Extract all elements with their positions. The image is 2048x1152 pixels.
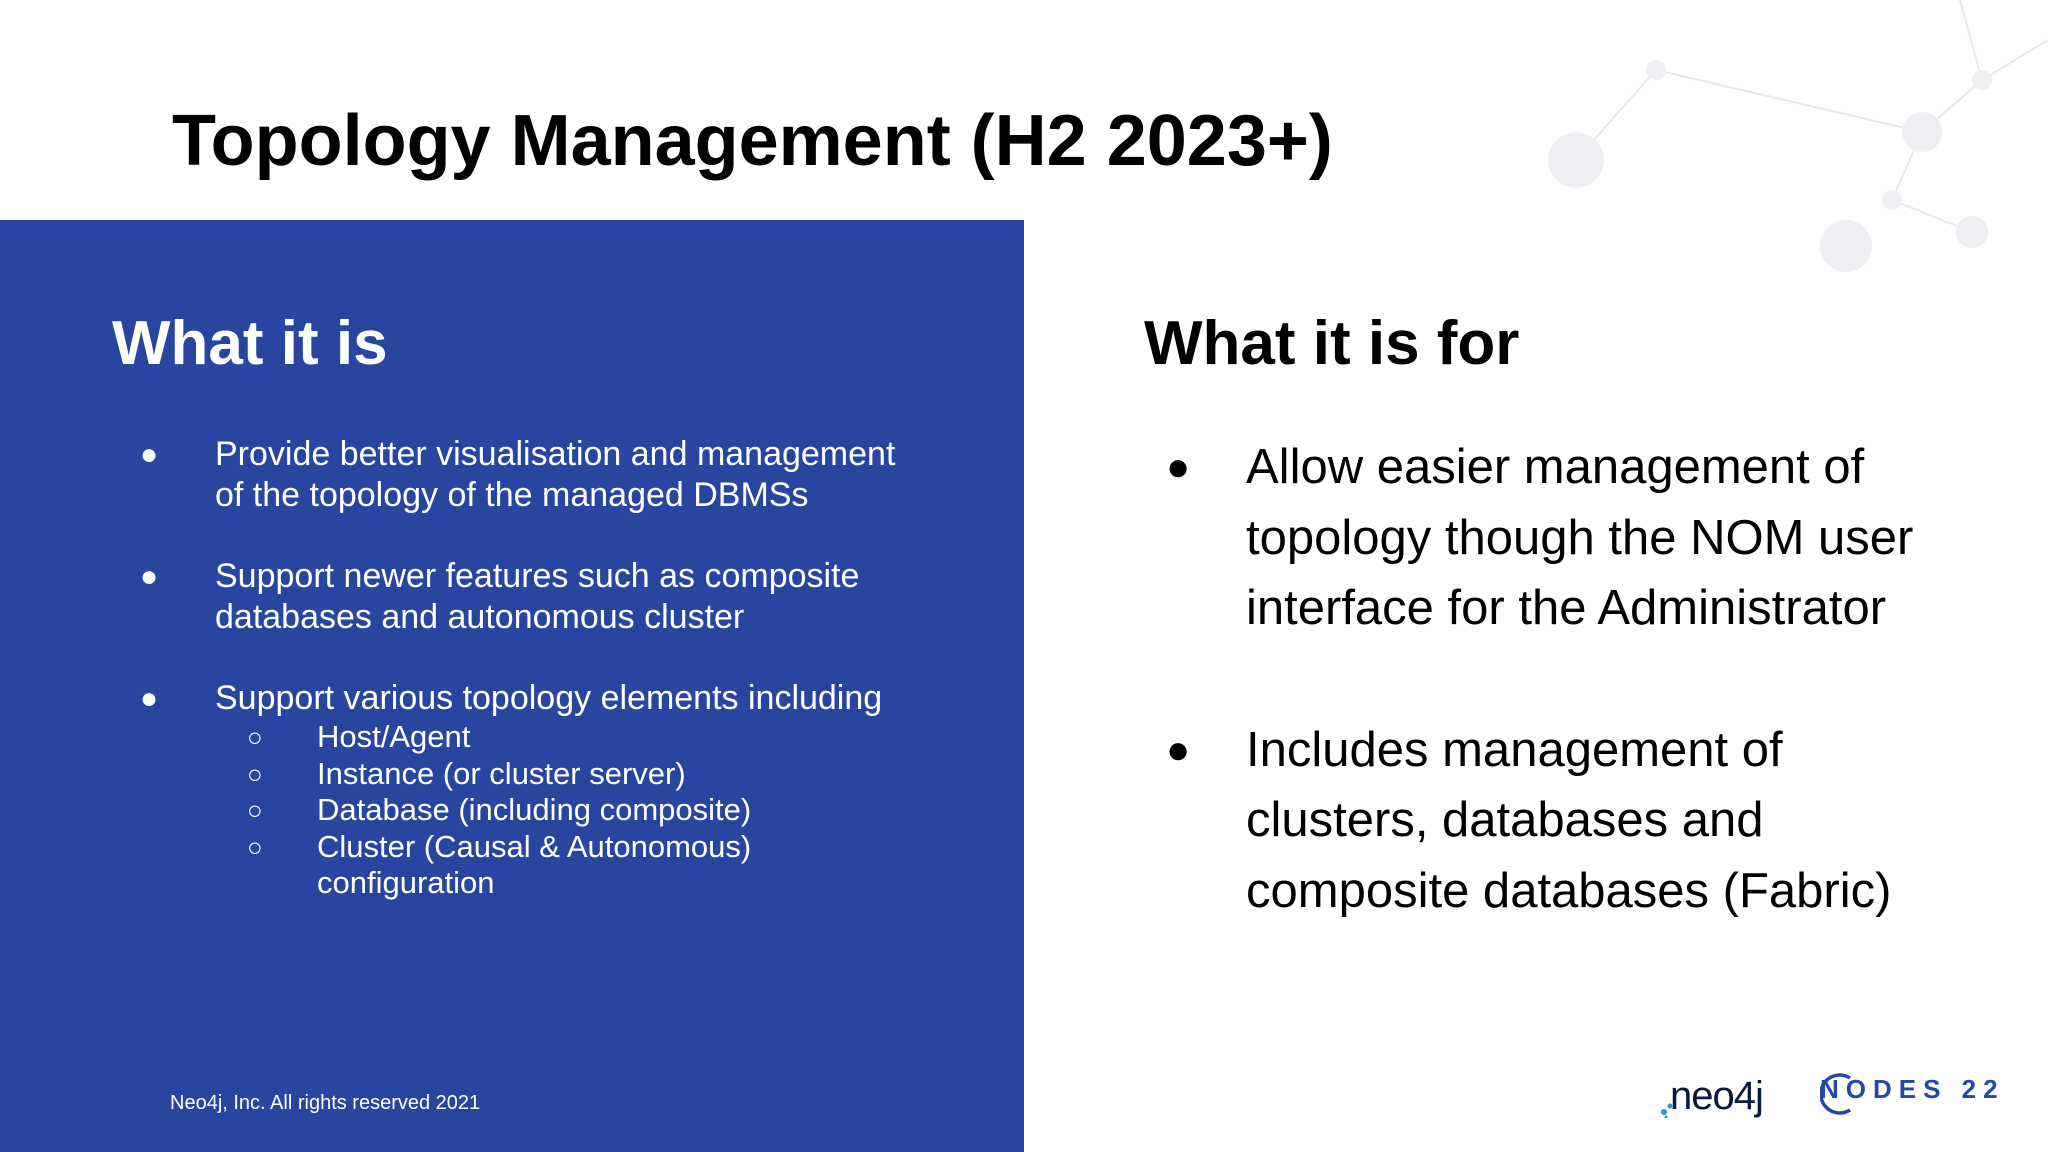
neo4j-logo: neo4j <box>1670 1074 1763 1118</box>
copyright-notice: Neo4j, Inc. All rights reserved 2021 <box>170 1092 481 1114</box>
footer-logos <box>1660 1072 2010 1122</box>
bullet-icon: ● <box>140 682 159 715</box>
hollow-bullet-icon: ○ <box>247 758 263 789</box>
list-item <box>1166 715 1946 927</box>
list-item-text: Allow easier management of topology though the NOM user interface for the Administrator <box>1246 440 1914 635</box>
list-item-text: Support newer features such as composite databases and autonomous cluster <box>215 557 860 636</box>
list-item-text: Support various topology elements including <box>215 679 883 717</box>
sub-list-item-text: Cluster (Causal & Autonomous) configuration <box>317 828 752 900</box>
right-bullet-list <box>0 432 2048 997</box>
slide-title: Topology Management (H2 2023+) <box>172 101 1333 181</box>
sub-list-item-text: Instance (or cluster server) <box>317 755 686 791</box>
list-item-text: Includes management of clusters, databases and composite databases (Fabric) <box>1246 722 1892 918</box>
list-item <box>1166 432 1946 644</box>
list-item-text: Provide better visualisation and management of the topology of the managed DBMSs <box>215 435 896 514</box>
bullet-icon: ● <box>140 560 159 593</box>
hollow-bullet-icon: ○ <box>247 795 263 825</box>
hollow-bullet-icon: ○ <box>247 831 263 862</box>
right-heading: What it is for <box>1144 309 1520 378</box>
hollow-bullet-icon: ○ <box>247 722 263 752</box>
sub-list-item-text: Database (including composite) <box>317 792 752 827</box>
bullet-icon: ● <box>140 438 159 471</box>
nodes-22-logo: NODES 22 <box>1820 1074 2005 1104</box>
bullet-icon: ● <box>1166 445 1191 489</box>
bullet-icon: ● <box>1166 727 1191 772</box>
network-graph-decoration <box>1500 0 2048 300</box>
left-heading: What it is <box>112 309 388 378</box>
sub-list-item-text: Host/Agent <box>317 719 471 754</box>
